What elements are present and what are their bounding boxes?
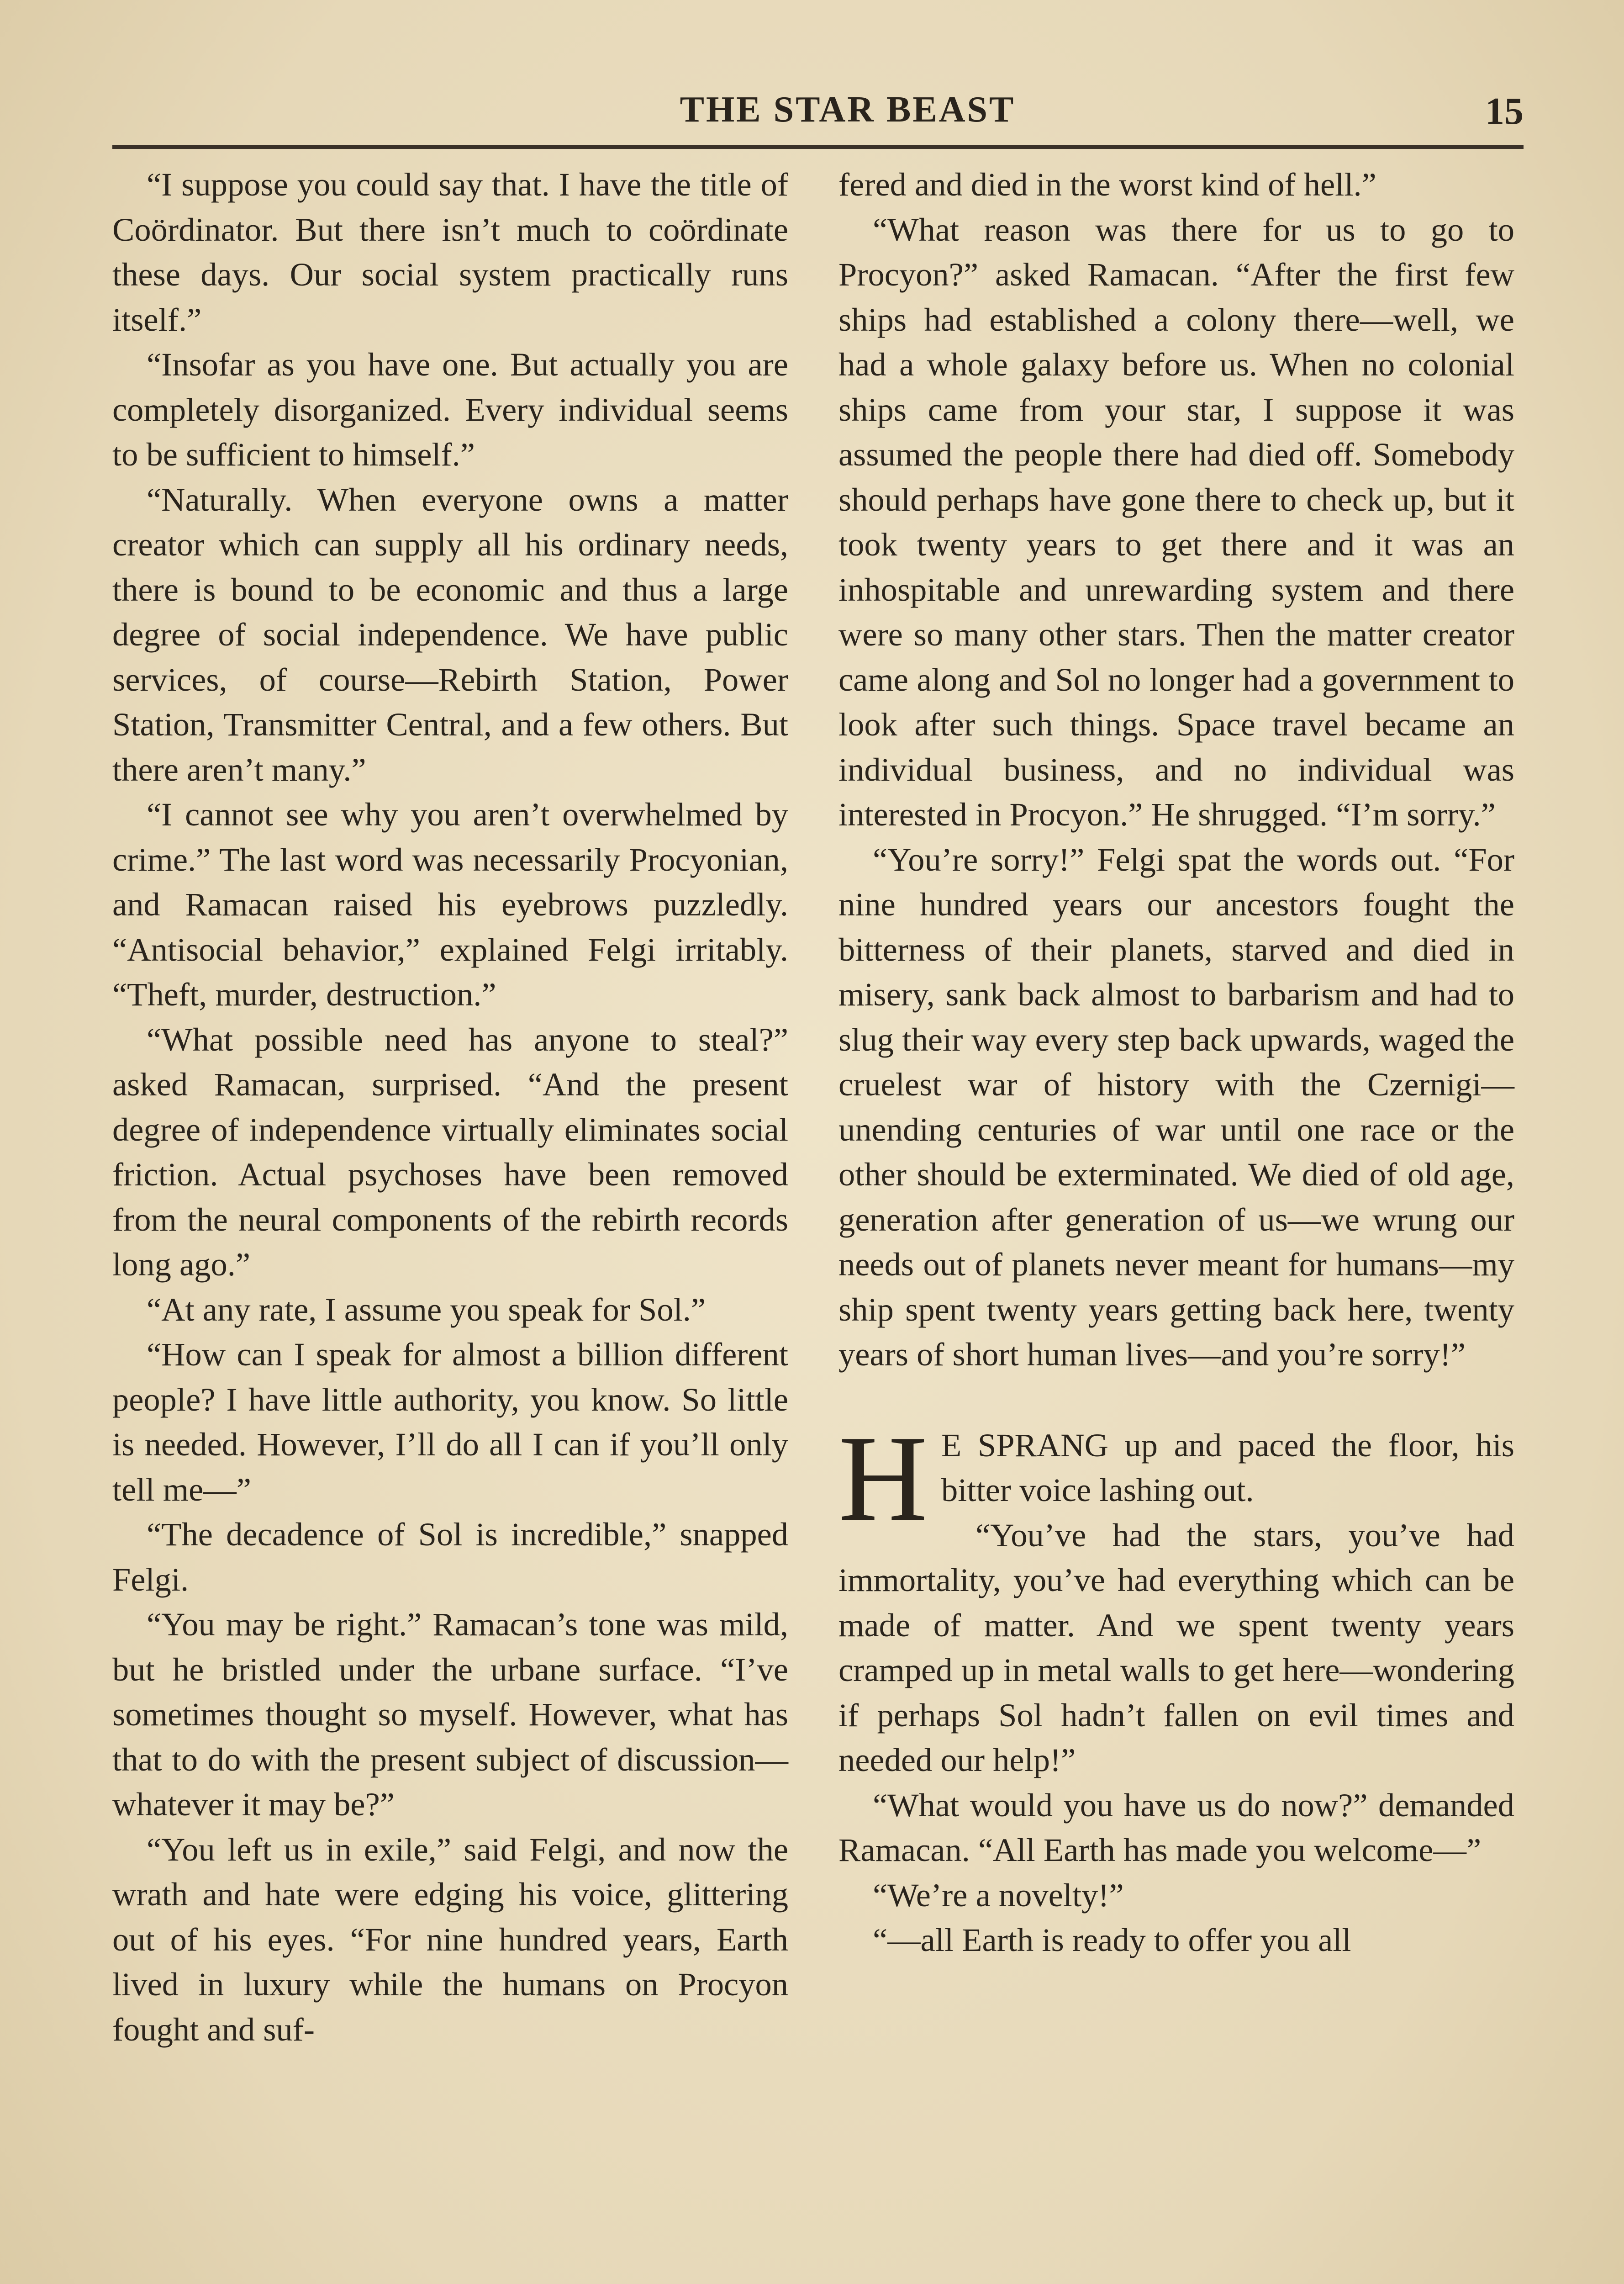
right-column bbox=[838, 162, 1514, 2284]
page-number: 15 bbox=[1485, 90, 1524, 132]
page-header bbox=[112, 89, 1524, 148]
paragraph: “The decadence of Sol is incredible,” snapped Felgi. bbox=[112, 1516, 788, 1598]
paragraph: “How can I speak for almost a billion different people? I have little authority, you know. So little is needed. However, I’ll do all I can if you’ll only tell me—” bbox=[112, 1336, 788, 1508]
paragraph: “You may be right.” Ramacan’s tone was mild, but he bristled under the urbane surface. “I’ve sometimes thought so myself. However, what has that to do with the present subject of discussion—whatever it may be?” bbox=[112, 1606, 788, 1823]
paragraph: “You’ve had the stars, you’ve had immortality, you’ve had everything which can be made of matter. And we spent twenty years cramped up in metal walls to get here—wondering if perhaps Sol hadn’t fallen on evil times and needed our help!” bbox=[838, 1516, 1514, 1778]
paragraph: “I cannot see why you aren’t overwhelmed by crime.” The last word was necessarily Procyonian, and Ramacan raised his eyebrows puzzledly. “Antisocial behavior,” explained Felgi irritably. “Theft, murder, destruction.” bbox=[112, 796, 788, 1013]
paragraph: “—all Earth is ready to offer you all bbox=[873, 1921, 1351, 1958]
left-column bbox=[112, 162, 788, 2284]
paragraph: “Naturally. When everyone owns a matter creator which can supply all his ordinary needs, there is bound to be economic and thus a large degree of social independence. We have public services, of course—Rebirth Station, Power Station, Transmitter Central, and a few others. But there aren’t many.” bbox=[112, 481, 788, 788]
paragraph: “Insofar as you have one. But actually you are completely disorganized. Every individual seems to be sufficient to himself.” bbox=[112, 346, 788, 473]
paragraph: “What possible need has anyone to steal?” asked Ramacan, surprised. “And the present degree of independence virtually eliminates social friction. Actual psychoses have been removed from the neural components of the rebirth records long ago.” bbox=[112, 1020, 788, 1283]
paragraph: fered and died in the worst kind of hell.” bbox=[838, 166, 1376, 203]
dropcap-paragraph bbox=[838, 1410, 1514, 1547]
running-title: THE STAR BEAST bbox=[680, 90, 1016, 130]
dropcap-text: E SPRANG up and paced the floor, his bitter voice lashing out. bbox=[941, 1426, 1514, 1508]
drop-cap-letter: H bbox=[838, 1410, 928, 1547]
paragraph: “At any rate, I assume you speak for Sol.” bbox=[147, 1290, 706, 1328]
paragraph: “You’re sorry!” Felgi spat the words out. “For nine hundred years our ancestors fought the bitterness of their planets, starved and died in misery, sank back almost to barbarism and had to slug their way every step back upwards, waged the cruelest war of history with the Czernigi—unending centuries of war until one race or the other should be exterminated. We died of old age, generation after generation of us—we wrung our needs out of planets never meant for humans—my ship spent twenty years getting back here, twenty years of short human lives—and you’re sorry!” bbox=[838, 841, 1514, 1373]
paragraph: “What reason was there for us to go to Procyon?” asked Ramacan. “After the first few ships had established a colony there—well, we had a whole galaxy before us. When no colonial ships came from your star, I suppose it was assumed the people there had died off. Somebody should perhaps have gone there to check up, but it took twenty years to get there and it was an inhospitable and unrewarding system and there were so many other stars. Then the matter creator came along and Sol no longer had a government to look after such things. Space travel became an individual business, and no individual was interested in Procyon.” He shrugged. “I’m sorry.” bbox=[838, 211, 1514, 833]
section-break bbox=[838, 1377, 1514, 1423]
paragraph: “What would you have us do now?” demanded Ramacan. “All Earth has made you welcome—” bbox=[838, 1786, 1514, 1868]
paragraph: “I suppose you could say that. I have the title of Coördinator. But there isn’t much to coördinate these days. Our social system practically runs itself.” bbox=[112, 166, 788, 338]
paragraph: “We’re a novelty!” bbox=[873, 1876, 1124, 1914]
paragraph: “You left us in exile,” said Felgi, and now the wrath and hate were edging his voice, glittering out of his eyes. “For nine hundred years, Earth lived in luxury while the humans on Procyon fought and suf- bbox=[112, 1830, 788, 2048]
header-rule bbox=[112, 145, 1524, 149]
